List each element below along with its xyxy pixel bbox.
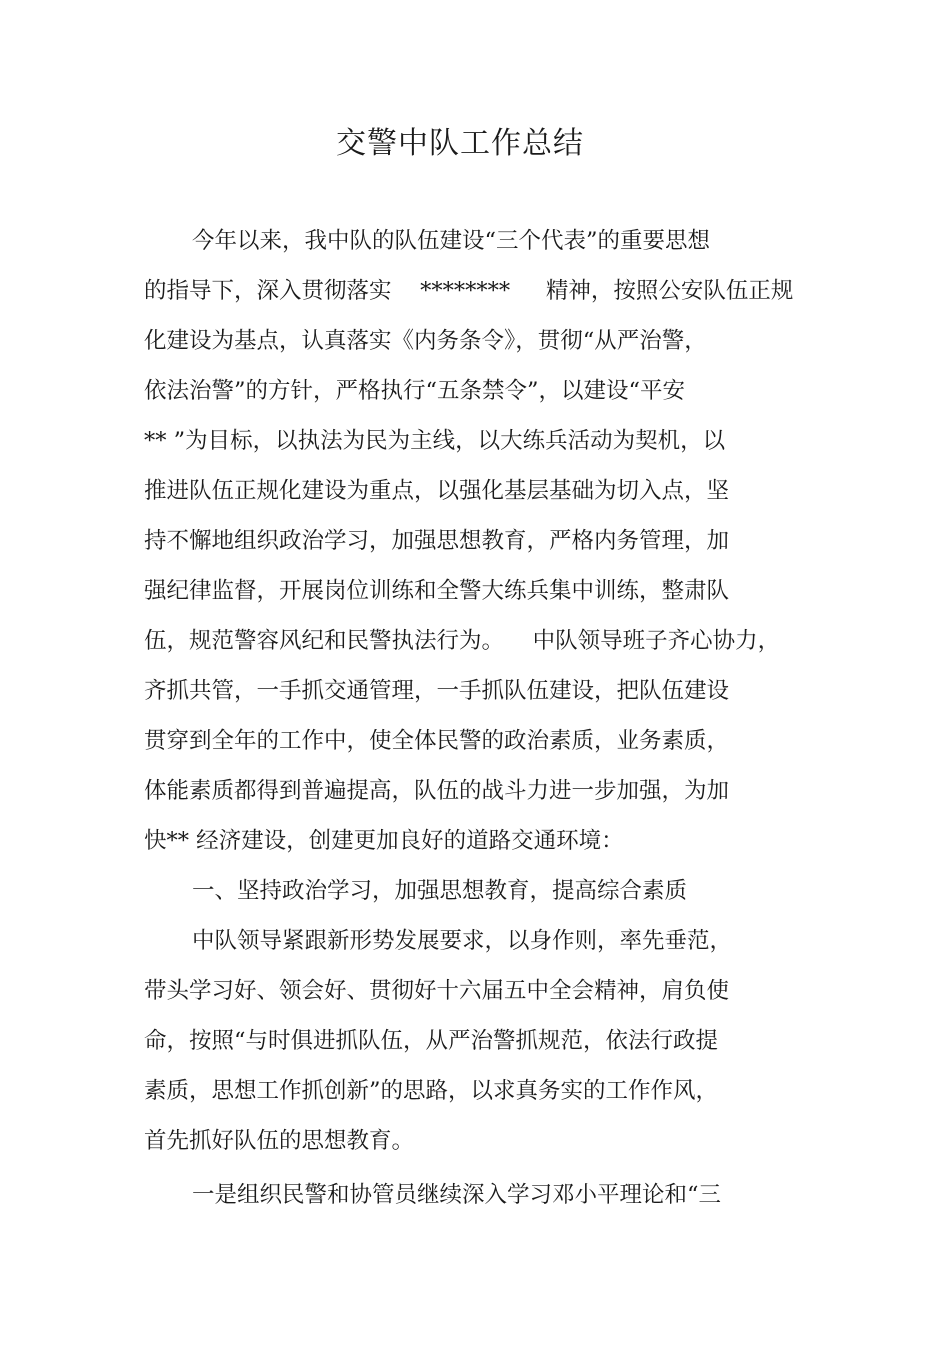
paragraph-line-19: 一是组织民警和协管员继续深入学习邓小平理论和“三 bbox=[192, 1182, 722, 1208]
paragraph-line-8: 强纪律监督，开展岗位训练和全警大练兵集中训练，整肃队 bbox=[144, 578, 730, 604]
paragraph-line-4: 依法治警”的方针，严格执行“五条禁令”，以建设“平安 bbox=[144, 378, 686, 404]
paragraph-line-7: 持不懈地组织政治学习，加强思想教育，严格内务管理，加 bbox=[144, 528, 730, 554]
paragraph-line-11: 贯穿到全年的工作中，使全体民警的政治素质，业务素质， bbox=[144, 728, 730, 754]
paragraph-line-6: 推进队伍正规化建设为重点，以强化基层基础为切入点，坚 bbox=[144, 478, 730, 504]
paragraph-line-1: 今年以来，我中队的队伍建设“三个代表”的重要思想 bbox=[192, 228, 711, 254]
paragraph-line-18: 首先抓好队伍的思想教育。 bbox=[144, 1128, 415, 1154]
paragraph-line-10: 齐抓共管，一手抓交通管理，一手抓队伍建设，把队伍建设 bbox=[144, 678, 730, 704]
paragraph-line-9: 伍，规范警容风纪和民警执法行为。 中队领导班子齐心协力， bbox=[144, 628, 781, 654]
paragraph-line-13: 快** 经济建设，创建更加良好的道路交通环境： bbox=[144, 828, 624, 854]
document-title: 交警中队工作总结 bbox=[336, 126, 584, 161]
section-heading-1: 一、坚持政治学习，加强思想教育，提高综合素质 bbox=[192, 878, 688, 904]
paragraph-line-3: 化建设为基点，认真落实《内务条令》，贯彻“从严治警， bbox=[144, 328, 707, 354]
paragraph-line-16: 命，按照“与时俱进抓队伍，从严治警抓规范，依法行政提 bbox=[144, 1028, 719, 1054]
paragraph-line-17: 素质，思想工作抓创新”的思路，以求真务实的工作作风， bbox=[144, 1078, 719, 1104]
paragraph-line-14: 中队领导紧跟新形势发展要求，以身作则，率先垂范， bbox=[192, 928, 733, 954]
paragraph-line-5: ** ”为目标，以执法为民为主线，以大练兵活动为契机，以 bbox=[144, 428, 726, 454]
paragraph-line-2: 的指导下，深入贯彻落实 ******** 精神，按照公安队伍正规 bbox=[144, 278, 794, 304]
paragraph-line-12: 体能素质都得到普遍提高，队伍的战斗力进一步加强，为加 bbox=[144, 778, 730, 804]
paragraph-line-15: 带头学习好、领会好、贯彻好十六届五中全会精神，肩负使 bbox=[144, 978, 730, 1004]
